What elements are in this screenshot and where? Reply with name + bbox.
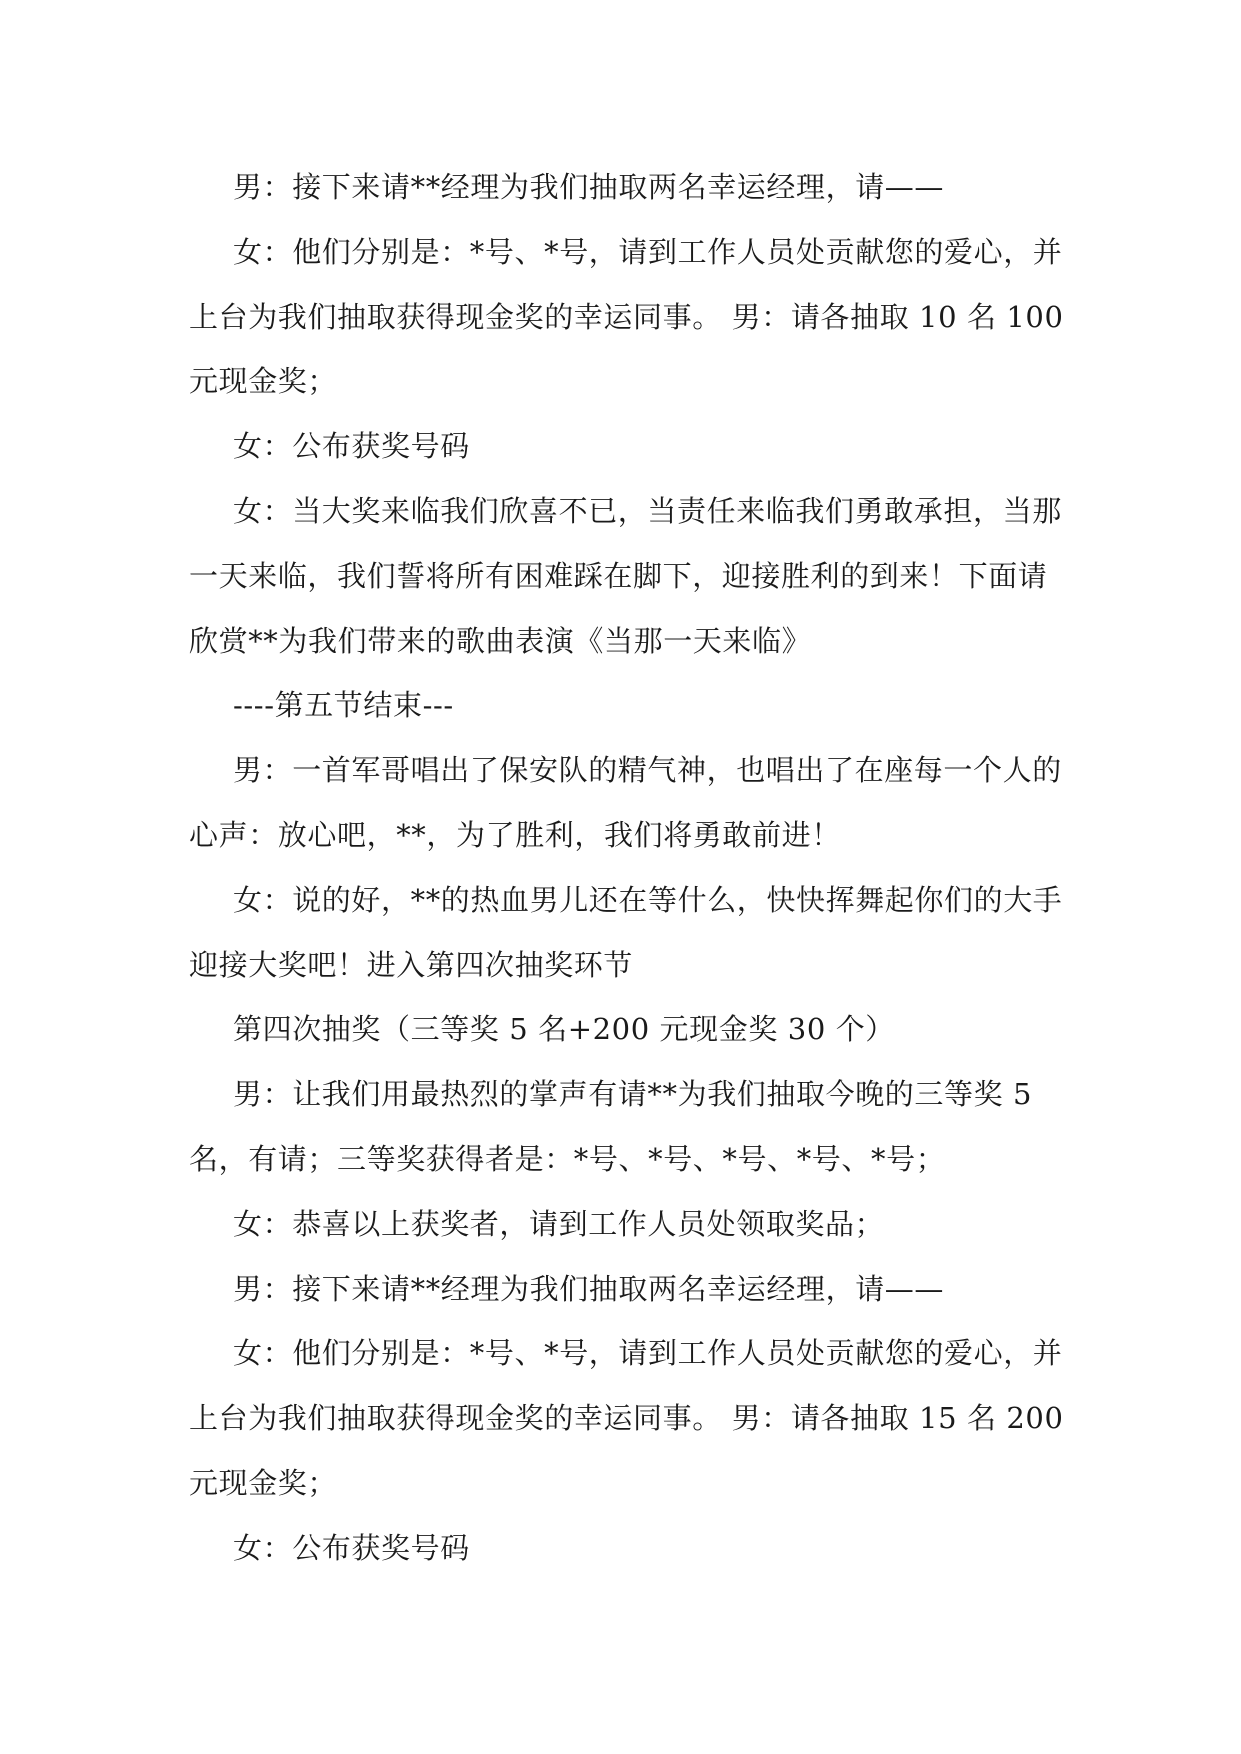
paragraph: 女：公布获奖号码 bbox=[233, 429, 470, 464]
document-body bbox=[189, 155, 1074, 1581]
paragraph: 女：恭喜以上获奖者，请到工作人员处领取奖品； bbox=[233, 1206, 885, 1241]
section-heading: 第四次抽奖（三等奖 5 名+200 元现金奖 30 个） bbox=[233, 1012, 895, 1047]
paragraph: 男：让我们用最热烈的掌声有请**为我们抽取今晚的三等奖 5 名，有请；三等奖获得者是：*号、*号、*号、*号、*号； bbox=[189, 1077, 1042, 1176]
paragraph: 女：公布获奖号码 bbox=[233, 1530, 470, 1565]
paragraph: 女：说的好，**的热血男儿还在等什么，快快挥舞起你们的大手迎接大奖吧！进入第四次抽奖环节 bbox=[189, 882, 1063, 982]
paragraph: 女：他们分别是：*号、*号，请到工作人员处贡献您的爱心，并上台为我们抽取获得现金奖的幸运同事。 男：请各抽取 15 名 200 元现金奖； bbox=[189, 1336, 1074, 1500]
paragraph: 女：当大奖来临我们欣喜不已，当责任来临我们勇敢承担，当那一天来临，我们誓将所有困难踩在脚下，迎接胜利的到来！下面请欣赏**为我们带来的歌曲表演《当那一天来临》 bbox=[189, 493, 1062, 658]
paragraph: 男：接下来请**经理为我们抽取两名幸运经理，请—— bbox=[233, 1271, 945, 1306]
section-end-marker: ----第五节结束--- bbox=[233, 688, 454, 723]
paragraph: 女：他们分别是：*号、*号，请到工作人员处贡献您的爱心，并上台为我们抽取获得现金奖的幸运同事。 男：请各抽取 10 名 100 元现金奖； bbox=[189, 234, 1074, 399]
paragraph: 男：接下来请**经理为我们抽取两名幸运经理，请—— bbox=[233, 170, 945, 204]
paragraph: 男：一首军哥唱出了保安队的精气神，也唱出了在座每一个人的心声：放心吧，**，为了胜利，我们将勇敢前进！ bbox=[189, 753, 1062, 852]
